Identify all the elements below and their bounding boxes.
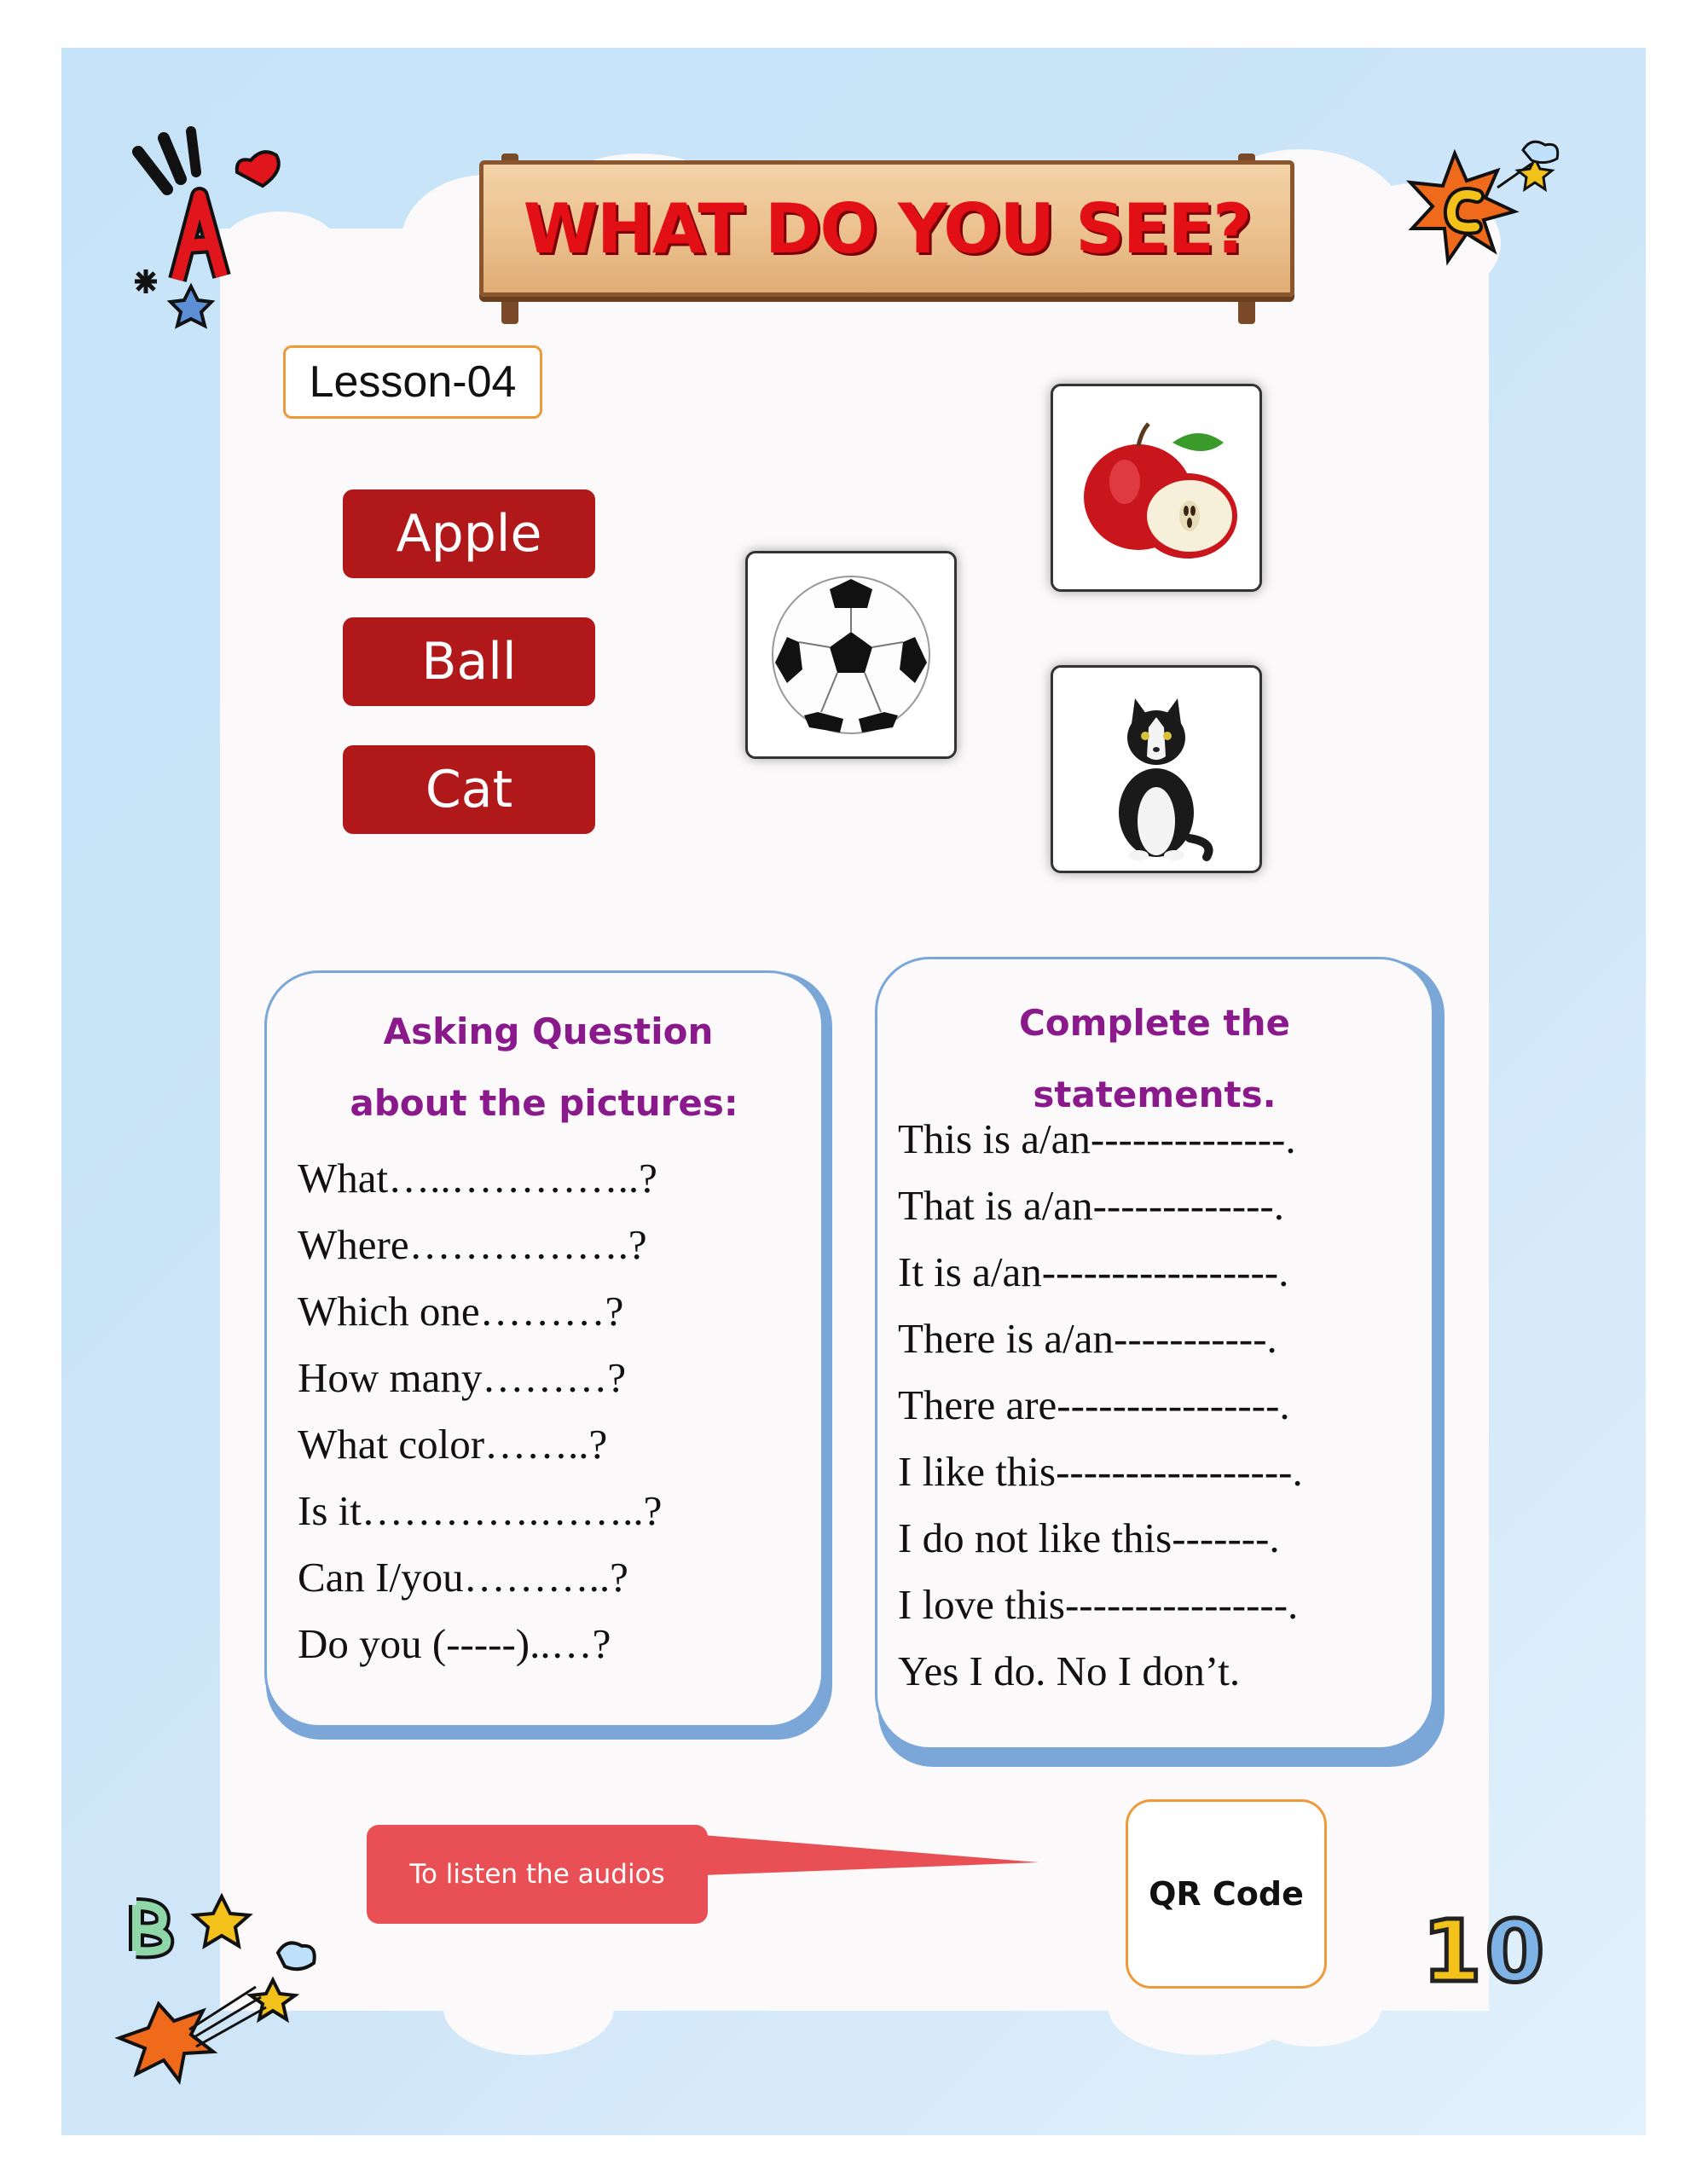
questions-heading-line2: about the pictures: <box>350 1082 738 1124</box>
question-item: Which one………? <box>298 1288 624 1335</box>
callout-tail <box>682 1833 1040 1885</box>
statement-item: It is a/an-----------------. <box>898 1248 1289 1295</box>
picture-card-apple <box>1051 384 1262 592</box>
soccer-ball-icon <box>748 553 954 756</box>
page-number-digit-2: 0 <box>1485 1902 1549 2001</box>
letter-a-doodle-icon <box>126 126 297 339</box>
cat-icon <box>1053 668 1259 871</box>
picture-card-cat <box>1051 665 1262 873</box>
page-title: WHAT DO YOU SEE? <box>523 188 1251 269</box>
audio-callout: To listen the audios <box>367 1825 708 1924</box>
question-item: What color……..? <box>298 1421 608 1468</box>
title-sign <box>479 160 1294 297</box>
statement-item: This is a/an--------------. <box>898 1115 1296 1162</box>
statements-heading-line2: statements. <box>1033 1074 1277 1115</box>
question-item: Where…………….? <box>298 1221 647 1268</box>
question-item: Is it………….……..? <box>298 1487 663 1534</box>
letter-b-burst-icon <box>111 1885 333 2089</box>
question-item: Can I/you………..? <box>298 1554 628 1601</box>
question-item: Do you (-----)..…? <box>298 1620 611 1667</box>
letter-c-burst-icon <box>1395 136 1566 281</box>
statement-item: There are----------------. <box>898 1381 1290 1428</box>
question-item: How many………? <box>298 1354 627 1401</box>
question-item: What…..…………..? <box>298 1155 657 1202</box>
apple-icon <box>1053 386 1259 589</box>
statement-item: I do not like this-------. <box>898 1514 1280 1561</box>
statement-item: That is a/an-------------. <box>898 1182 1284 1229</box>
statements-panel <box>875 957 1434 1750</box>
statement-item: Yes I do. No I don’t. <box>898 1647 1241 1694</box>
questions-heading-line1: Asking Question <box>383 1010 714 1052</box>
statement-item: I like this-----------------. <box>898 1448 1303 1495</box>
qr-code-placeholder: QR Code <box>1126 1799 1327 1989</box>
word-pill-cat: Cat <box>343 745 595 834</box>
page-number-digit-1: 1 <box>1422 1902 1485 2001</box>
page-number <box>1422 1902 1548 2001</box>
word-pill-ball: Ball <box>343 617 595 706</box>
cloud-edge <box>443 1961 614 2055</box>
statement-item: There is a/an-----------. <box>898 1315 1277 1362</box>
word-pill-apple: Apple <box>343 489 595 578</box>
questions-panel <box>264 970 824 1728</box>
statements-heading-line1: Complete the <box>1018 1002 1291 1044</box>
statement-item: I love this----------------. <box>898 1581 1299 1628</box>
picture-card-ball <box>745 551 957 759</box>
lesson-tag: Lesson-04 <box>283 345 542 419</box>
